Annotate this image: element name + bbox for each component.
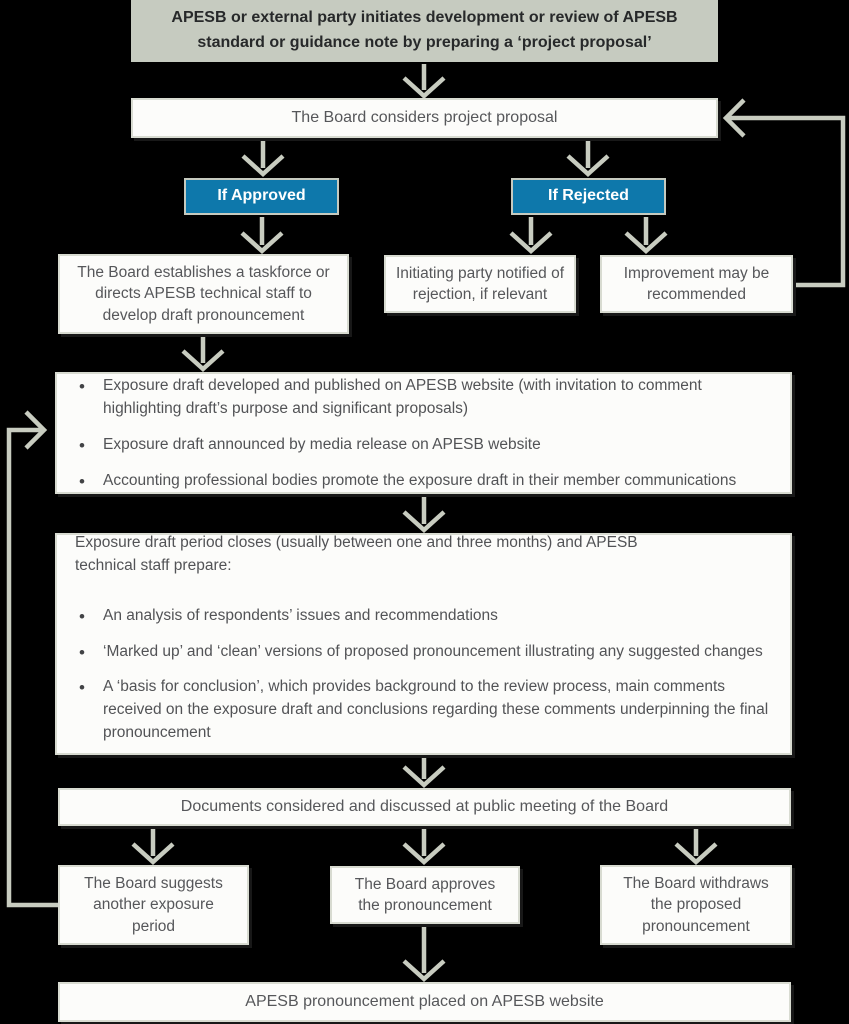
node-withdraws-pronouncement-label: The Board withdraws the proposed pronouncement (623, 874, 769, 935)
arrow-board-to-if-rejected (568, 140, 608, 174)
arrow-rejected-to-initiating (511, 217, 551, 251)
exposure-close-intro: Exposure draft period closes (usually between one and three months) and APESB technical staff prepare: (75, 533, 638, 574)
panel-exposure-close (55, 533, 792, 755)
node-if-rejected (511, 178, 666, 215)
node-approves-pronouncement-label: The Board approves the pronouncement (354, 875, 496, 914)
node-taskforce (58, 254, 349, 334)
node-if-approved-label: If Approved (217, 187, 306, 205)
arrow-documents-to-withdraws (676, 828, 716, 862)
node-if-approved (184, 178, 339, 215)
arrow-board-to-if-approved (243, 140, 283, 174)
bullet-item: • Accounting professional bodies promote the exposure draft in their member communications (73, 470, 772, 493)
node-taskforce-label: The Board establishes a taskforce or directs APESB technical staff to develop draft pronouncement (77, 263, 330, 324)
node-suggests-exposure-label: The Board suggests another exposure period (84, 874, 223, 935)
node-improvement-label: Improvement may be recommended (623, 264, 770, 303)
node-board-considers-label: The Board considers project proposal (291, 108, 558, 126)
arrow-title-to-board-considers (404, 64, 444, 96)
node-initiating-party-label: Initiating party notified of rejection, if relevant (395, 264, 565, 303)
feedback-line-suggests-to-exposure-panel (9, 412, 60, 905)
node-final-placement-label: APESB pronouncement placed on APESB website (245, 992, 604, 1010)
arrow-close-panel-to-documents (404, 757, 444, 785)
bullet-item: • A ‘basis for conclusion’, which provides background to the review process, main comments received on the exposure draft and conclusions regarding these comments underpinning the final pronouncement (73, 676, 772, 745)
node-improvement (600, 255, 793, 313)
panel-exposure-publish (55, 372, 792, 494)
node-documents-meeting-label: Documents considered and discussed at public meeting of the Board (180, 797, 669, 815)
arrow-approved-to-taskforce (242, 217, 282, 251)
node-documents-meeting (58, 788, 791, 826)
node-initiating-party (384, 255, 576, 313)
node-withdraws-pronouncement (600, 865, 792, 945)
exposure-publish-bullet-list (73, 362, 772, 506)
arrow-documents-to-suggests (133, 828, 173, 862)
node-approves-pronouncement (330, 866, 520, 924)
node-board-considers (131, 98, 718, 138)
node-project-proposal (131, 0, 718, 62)
bullet-item: • Exposure draft announced by media release on APESB website (73, 434, 772, 457)
node-project-proposal-label: APESB or external party initiates development or review of APESB standard or guidance note by preparing a ‘project proposal’ (171, 9, 678, 51)
arrow-approves-to-final (404, 927, 444, 979)
node-suggests-exposure (58, 865, 249, 945)
bullet-item: • An analysis of respondents’ issues and recommendations (73, 605, 772, 628)
node-if-rejected-label: If Rejected (548, 187, 629, 205)
node-final-placement (58, 982, 791, 1022)
exposure-close-bullet-list (73, 592, 772, 759)
bullet-item: • ‘Marked up’ and ‘clean’ versions of proposed pronouncement illustrating any suggested changes (73, 641, 772, 664)
arrow-documents-to-approves (404, 828, 444, 862)
arrow-rejected-to-improvement (626, 217, 666, 251)
bullet-item: • Exposure draft developed and published on APESB website (with invitation to comment highlighting draft’s purpose and significant proposals) (73, 375, 772, 421)
